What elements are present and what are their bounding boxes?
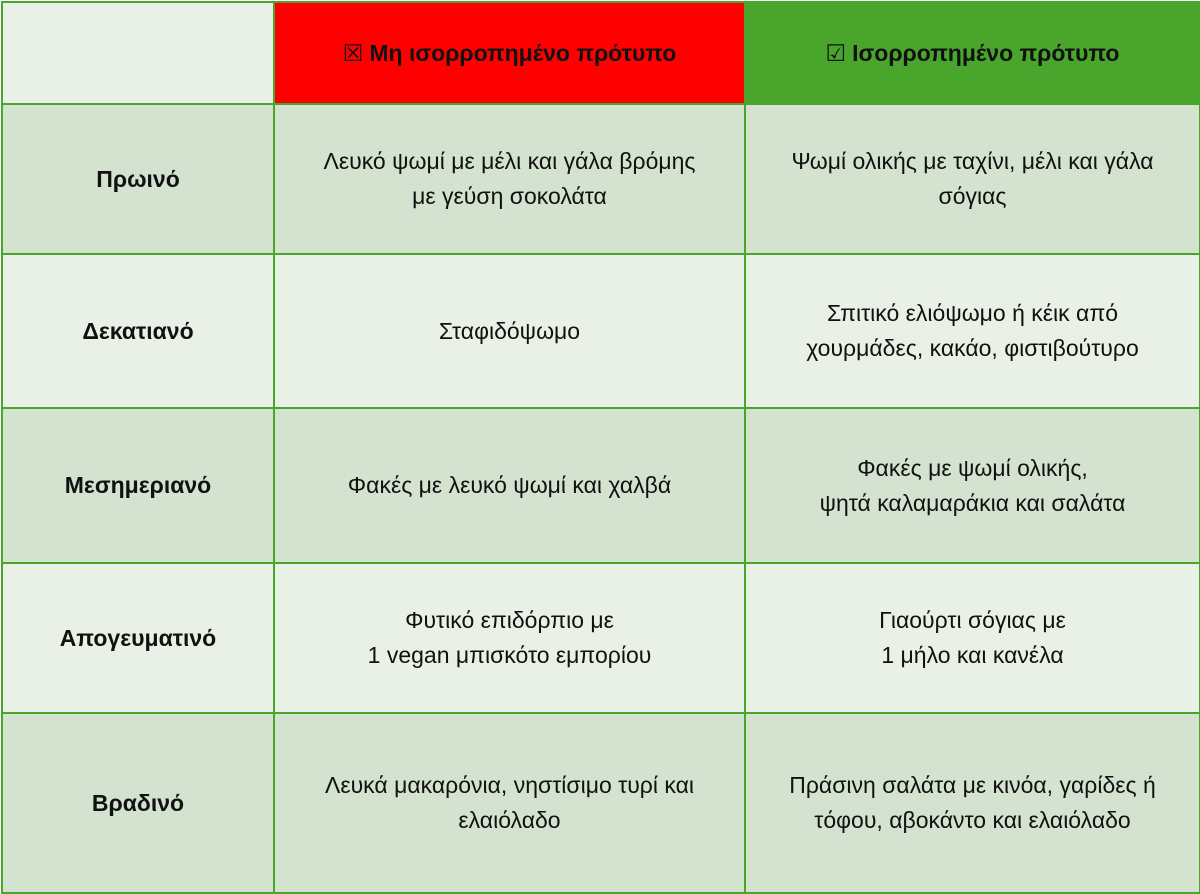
table-row-dinner <box>2 713 1200 893</box>
balanced-cell <box>745 408 1200 563</box>
cell-text-line: σόγιας <box>938 183 1007 209</box>
cell-text-line: ψητά καλαμαράκια και σαλάτα <box>819 489 1126 516</box>
cell-text-line: Γιαούρτι σόγιας με <box>879 607 1066 633</box>
meal-name-cell: Βραδινό <box>2 713 274 893</box>
x-box-icon: ☒ <box>342 39 364 66</box>
unbalanced-cell <box>274 563 745 713</box>
balanced-cell <box>745 254 1200 408</box>
cell-text-line: τόφου, αβοκάντο και ελαιόλαδο <box>814 807 1131 833</box>
meal-name-cell: Απογευματινό <box>2 563 274 713</box>
table-row-lunch <box>2 408 1200 563</box>
table-row-mid-morning <box>2 254 1200 408</box>
cell-text-line: ελαιόλαδο <box>458 807 561 833</box>
meal-name-cell: Δεκατιανό <box>2 254 274 408</box>
cell-text-line: Σταφιδόψωμο <box>438 317 581 344</box>
cell-text-line: 1 vegan μπισκότο εμπορίου <box>367 642 652 668</box>
cell-text-line: Φυτικό επιδόρπιο με <box>405 607 614 633</box>
table-row-afternoon <box>2 563 1200 713</box>
cell-text-line: Λευκό ψωμί με μέλι και γάλα βρόμης <box>323 148 696 174</box>
unbalanced-pattern-label: Μη ισορροπημένο πρότυπο <box>369 39 677 66</box>
check-box-icon: ☑ <box>825 39 847 66</box>
meal-name-cell: Μεσημεριανό <box>2 408 274 563</box>
table-header-row <box>2 2 1200 104</box>
unbalanced-cell <box>274 713 745 893</box>
cell-text-line: Πράσινη σαλάτα με κινόα, γαρίδες ή <box>789 772 1156 798</box>
cell-text-line: Φακές με ψωμί ολικής, <box>857 454 1088 481</box>
balanced-pattern-label: Ισορροπημένο πρότυπο <box>852 39 1120 66</box>
meal-plan-table <box>1 1 1200 894</box>
cell-text-line: 1 μήλο και κανέλα <box>881 642 1064 668</box>
unbalanced-cell <box>274 408 745 563</box>
cell-text-line: Σπιτικό ελιόψωμο ή κέικ από <box>826 300 1119 326</box>
cell-text-line: χουρμάδες, κακάο, φιστιβούτυρο <box>806 335 1139 361</box>
cell-text-line: με γεύση σοκολάτα <box>412 183 607 209</box>
cell-text-line: Λευκά μακαρόνια, νηστίσιμο τυρί και <box>324 772 695 798</box>
cell-text-line: Φακές με λευκό ψωμί και χαλβά <box>347 472 672 498</box>
balanced-cell <box>745 713 1200 893</box>
unbalanced-pattern-header <box>274 2 745 104</box>
balanced-pattern-header <box>745 2 1200 104</box>
meal-name-cell: Πρωινό <box>2 104 274 254</box>
corner-cell <box>2 2 274 104</box>
balanced-cell <box>745 104 1200 254</box>
balanced-cell <box>745 563 1200 713</box>
table-row-breakfast <box>2 104 1200 254</box>
cell-text-line: Ψωμί ολικής με ταχίνι, μέλι και γάλα <box>791 148 1154 174</box>
unbalanced-cell <box>274 104 745 254</box>
unbalanced-cell <box>274 254 745 408</box>
